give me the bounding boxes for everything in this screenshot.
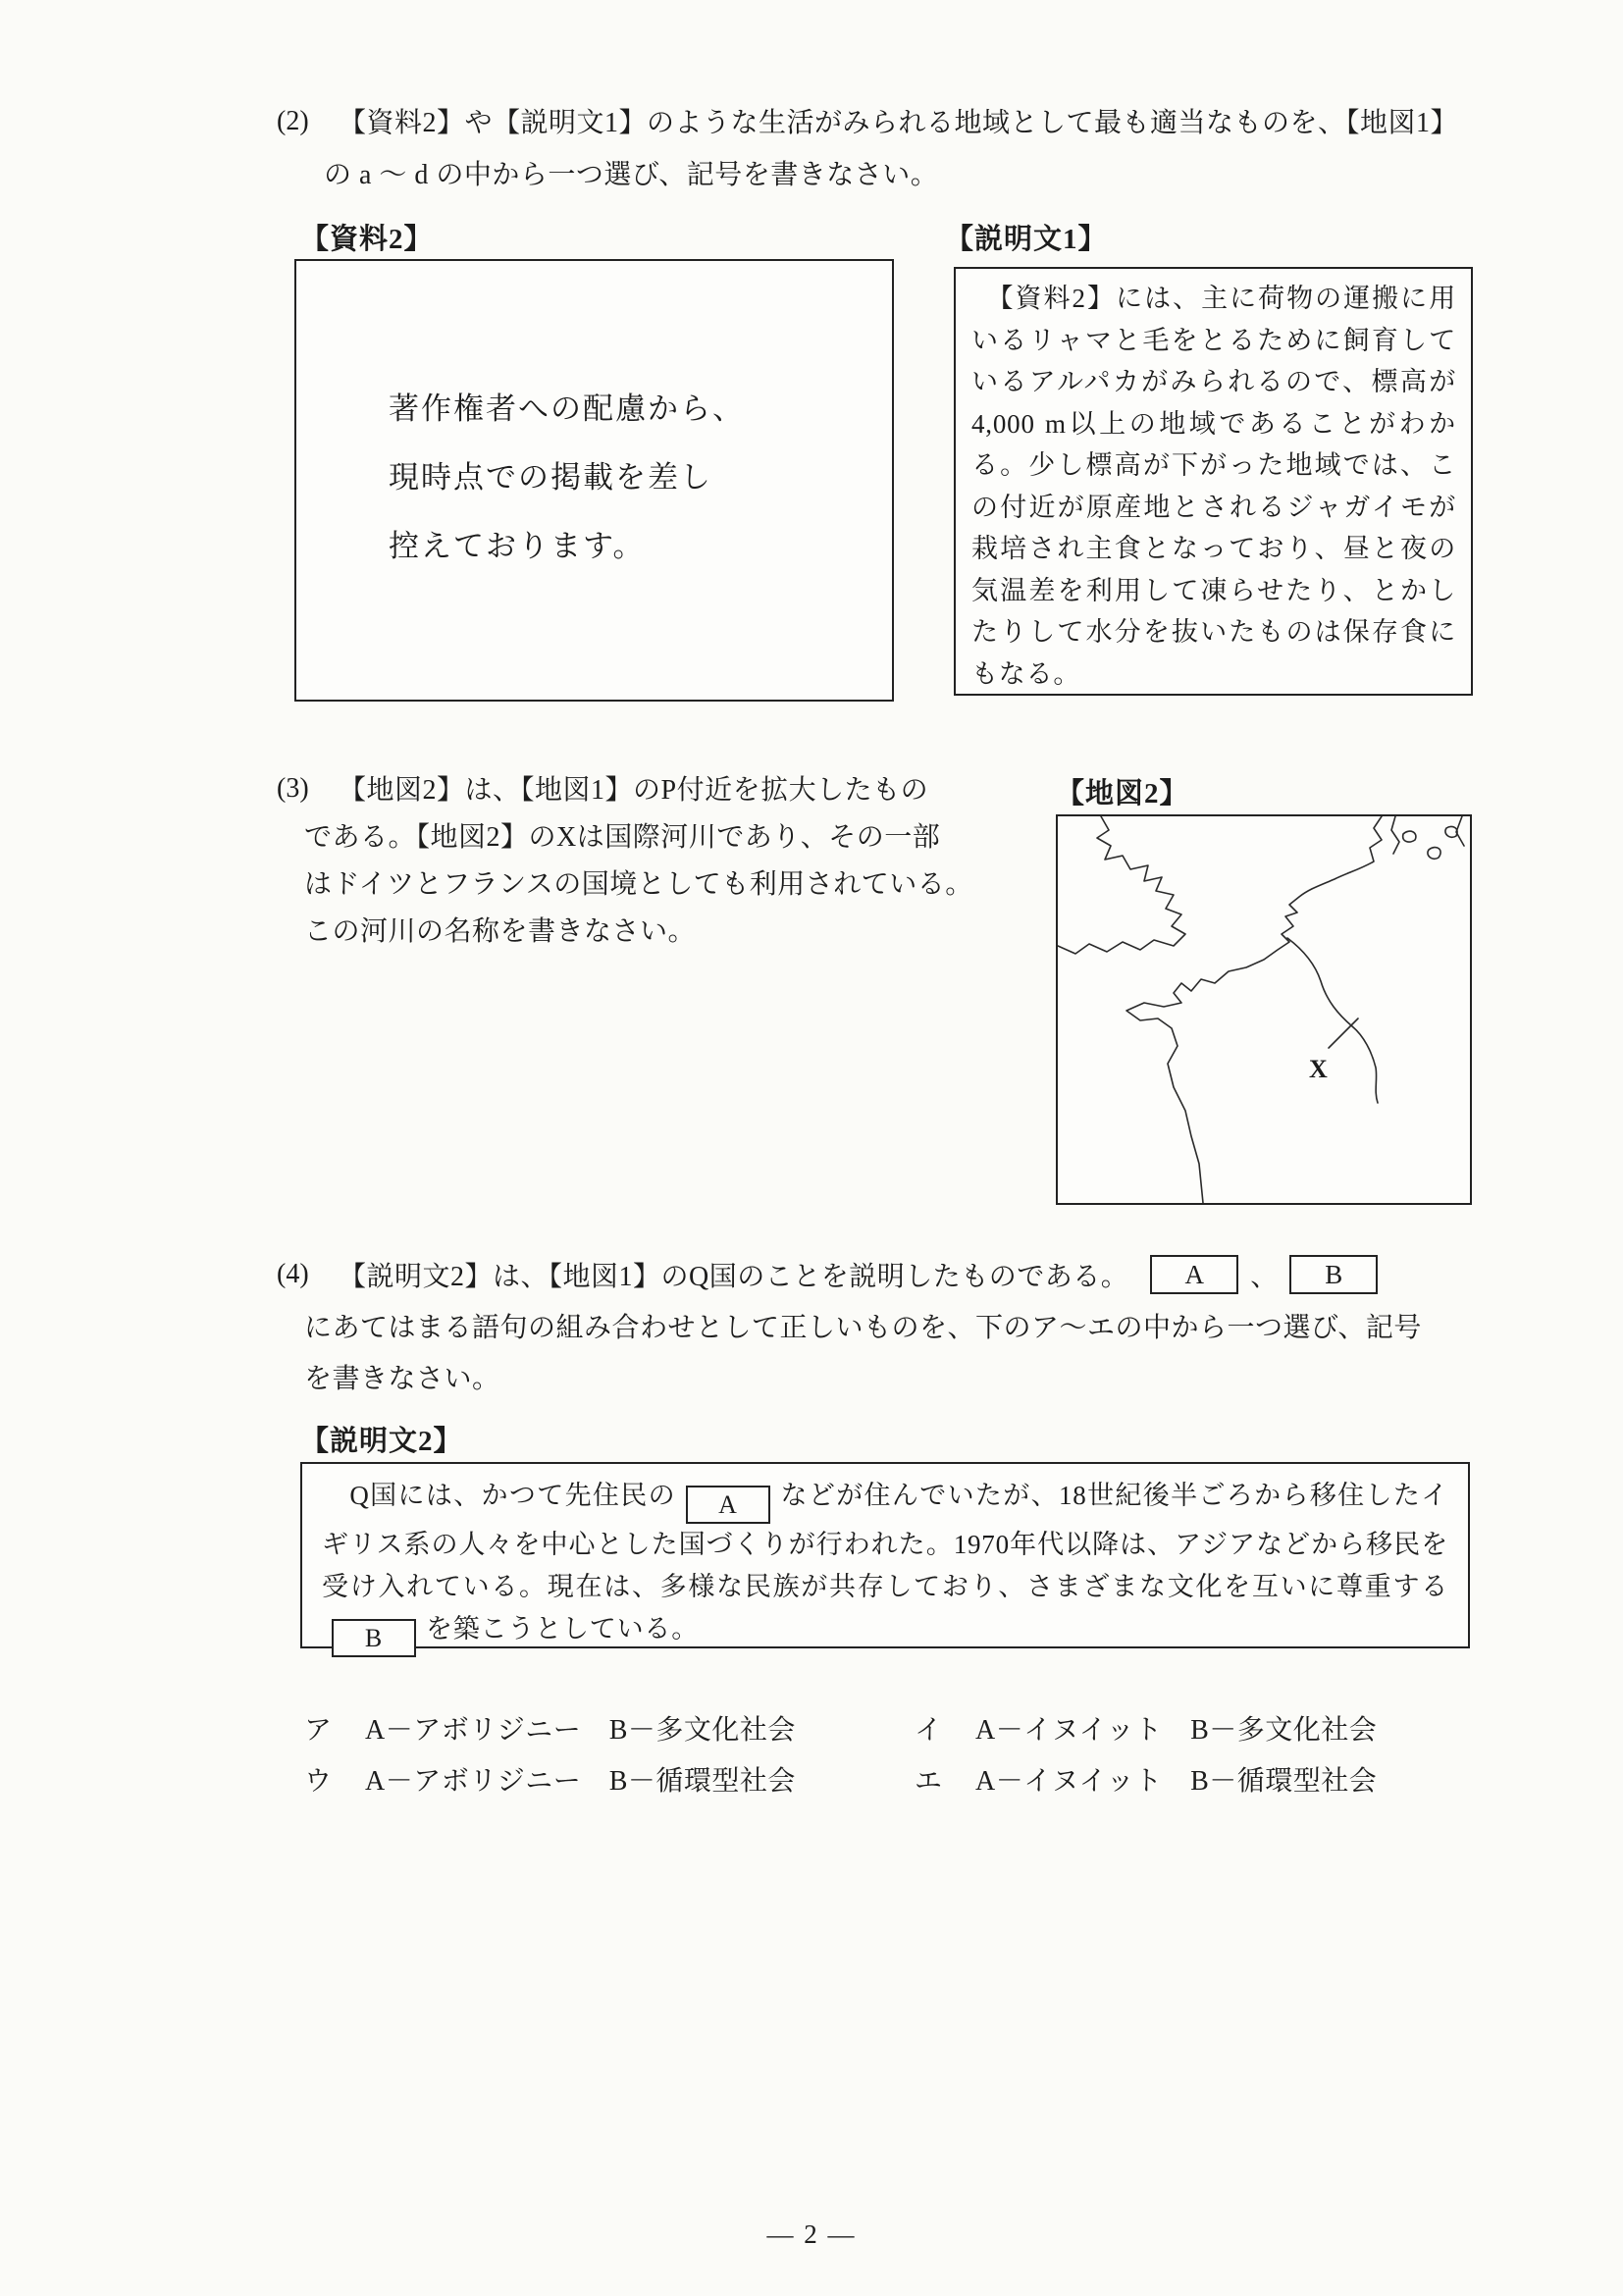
coastline-britain xyxy=(1058,816,1185,954)
choice-text: A－イヌイット B－多文化社会 xyxy=(975,1715,1378,1746)
q4-number: (4) xyxy=(277,1259,309,1289)
choice-text: A－アボリジニー B－多文化社会 xyxy=(365,1715,796,1746)
q2-text-line1: 【資料2】や【説明文1】のような生活がみられる地域として最も適当なものを、【地図1】 xyxy=(339,108,1459,138)
island xyxy=(1428,848,1440,860)
setsumei2-body xyxy=(302,1464,1468,1665)
map2-svg xyxy=(1058,816,1470,1203)
choice-mark: エ xyxy=(915,1766,943,1797)
page-number: ― 2 ― xyxy=(766,2219,857,2249)
inline-blank-b: B xyxy=(332,1619,416,1657)
blank-box-b: B xyxy=(1289,1255,1378,1294)
river-rhine xyxy=(1287,938,1378,1103)
choice-text: A－アボリジニー B－循環型社会 xyxy=(365,1766,796,1797)
choice-u xyxy=(304,1759,796,1799)
choice-i xyxy=(915,1708,1377,1748)
inline-blank-a: A xyxy=(686,1486,770,1524)
q3-text-line3: はドイツとフランスの国境としても利用されている。 xyxy=(304,869,973,900)
choice-e xyxy=(915,1759,1377,1799)
choice-mark: ウ xyxy=(304,1766,333,1797)
setsumei2-seg1: Q国には、かつて先住民の xyxy=(322,1481,676,1510)
q2-number: (2) xyxy=(277,106,309,136)
q2-text-line2: の a 〜 d の中から一つ選び、記号を書きなさい。 xyxy=(324,160,939,190)
q4-text-line2: にあてはまる語句の組み合わせとして正しいものを、下のア〜エの中から一つ選び、記号 xyxy=(304,1313,1422,1343)
q3-text-line4: この河川の名称を書きなさい。 xyxy=(304,916,697,947)
choice-a xyxy=(304,1708,796,1748)
coastline-jutland-east xyxy=(1391,816,1399,854)
setsumei2-seg3: を築こうとしている。 xyxy=(426,1614,699,1644)
q4-line1-text: 【説明文2】は、【地図1】のQ国のことを説明したものである。 xyxy=(339,1262,1129,1292)
setsumei2-label: 【説明文2】 xyxy=(300,1426,463,1457)
choice-text: A－イヌイット B－循環型社会 xyxy=(975,1766,1378,1797)
notice-line: 著作権者への配慮から、 xyxy=(389,391,745,426)
notice-line: 現時点での掲載を差し xyxy=(389,460,712,495)
setsumei1-label: 【説明文1】 xyxy=(945,224,1108,255)
setsumei1-body: 【資料2】には、主に荷物の運搬に用いるリャマと毛をとるために飼育しているアルパカがみられるので、標高が4,000 m以上の地域であることがわかる。少し標高が下がった地域では、この付近が原産地とされるジャガイモが栽培され主食となっており、昼と夜の気温差を利用して凍らせたり、とかしたりして水分を抜いたものは保存食にもなる。 xyxy=(971,284,1456,689)
choice-mark: イ xyxy=(915,1715,943,1746)
setsumei2-seg2: などが住んでいたが、18世紀後半ごろから移住したイギリス系の人々を中心とした国づくりが行われた。1970年代以降は、アジアなどから移民を受け入れている。現在は、多様な民族が共存しており、さまざまな文化を互いに尊重する xyxy=(322,1481,1449,1601)
map2-label: 【地図2】 xyxy=(1056,778,1189,809)
river-x-marker: X xyxy=(1309,1055,1328,1083)
x-pointer-line xyxy=(1329,1018,1358,1048)
notice-line: 控えております。 xyxy=(389,529,646,563)
copyright-notice xyxy=(296,261,892,581)
q4-text-line1 xyxy=(339,1252,1378,1297)
island xyxy=(1403,831,1416,842)
q3-number: (3) xyxy=(277,773,309,804)
shiryo2-copyright-box xyxy=(294,259,894,702)
q3-text-line1: 【地図2】は、【地図1】のP付近を拡大したもの xyxy=(339,775,929,806)
setsumei1-box xyxy=(954,267,1473,696)
shiryo2-label: 【資料2】 xyxy=(300,224,434,255)
choice-mark: ア xyxy=(304,1715,333,1746)
blank-box-a: A xyxy=(1150,1255,1238,1294)
coastline-continent xyxy=(1126,816,1382,1203)
q3-text-line2: である。【地図2】のXは国際河川であり、その一部 xyxy=(304,822,941,853)
map2-box xyxy=(1056,814,1472,1205)
q4-text-line3: を書きなさい。 xyxy=(304,1364,500,1394)
setsumei2-box xyxy=(300,1462,1470,1652)
q4-comma: 、 xyxy=(1250,1262,1279,1292)
